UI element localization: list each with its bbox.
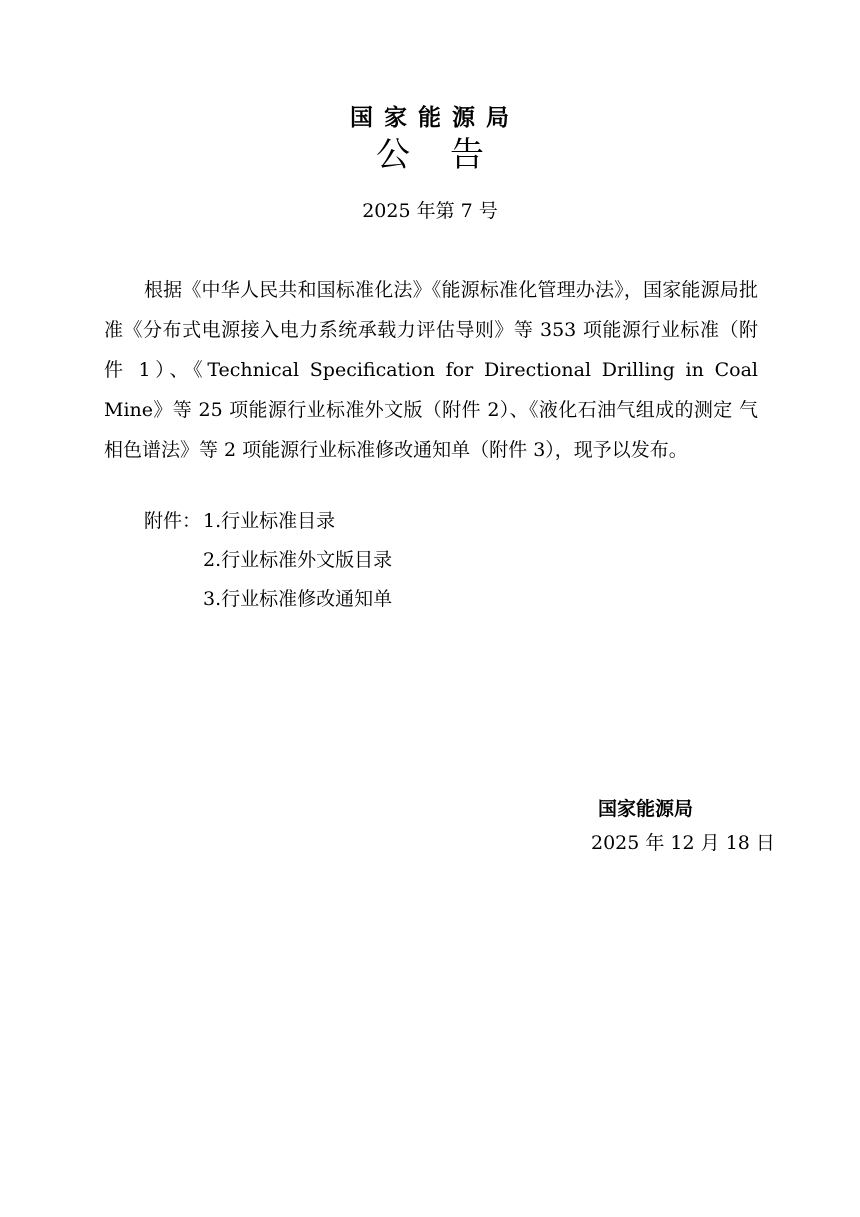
list-item [144, 580, 644, 619]
list-item [144, 541, 644, 580]
announcement-body: 根据《中华人民共和国标准化法》《能源标准化管理办法》，国家能源局批准《分布式电源接入电力系统承载力评估导则》等 353 项能源行业标准（附件 1）、《Technical Specification for Directional Drilling in Coal Mine》等 25 项能源行业标准外文版（附件 2）、《液化石油气组成的测定 气相色谱法》等 2 项能源行业标准修改通知单（附件 3），现予以发布。 [104, 279, 758, 461]
attachment-list [144, 502, 644, 619]
attachment-item: 1.行业标准目录 [203, 510, 336, 532]
attachment-item: 3.行业标准修改通知单 [203, 588, 393, 610]
document-number: 2025 年第 7 号 [362, 200, 498, 222]
attachment-label: 附件： [144, 510, 202, 532]
document-type-title: 公告 [376, 135, 524, 175]
issuer-title: 国家能源局 [350, 105, 520, 131]
attachment-item: 2.行业标准外文版目录 [203, 549, 393, 571]
signoff-organization: 国家能源局 [598, 798, 694, 820]
signoff-date: 2025 年 12 月 18 日 [591, 832, 775, 854]
list-item [144, 502, 644, 541]
